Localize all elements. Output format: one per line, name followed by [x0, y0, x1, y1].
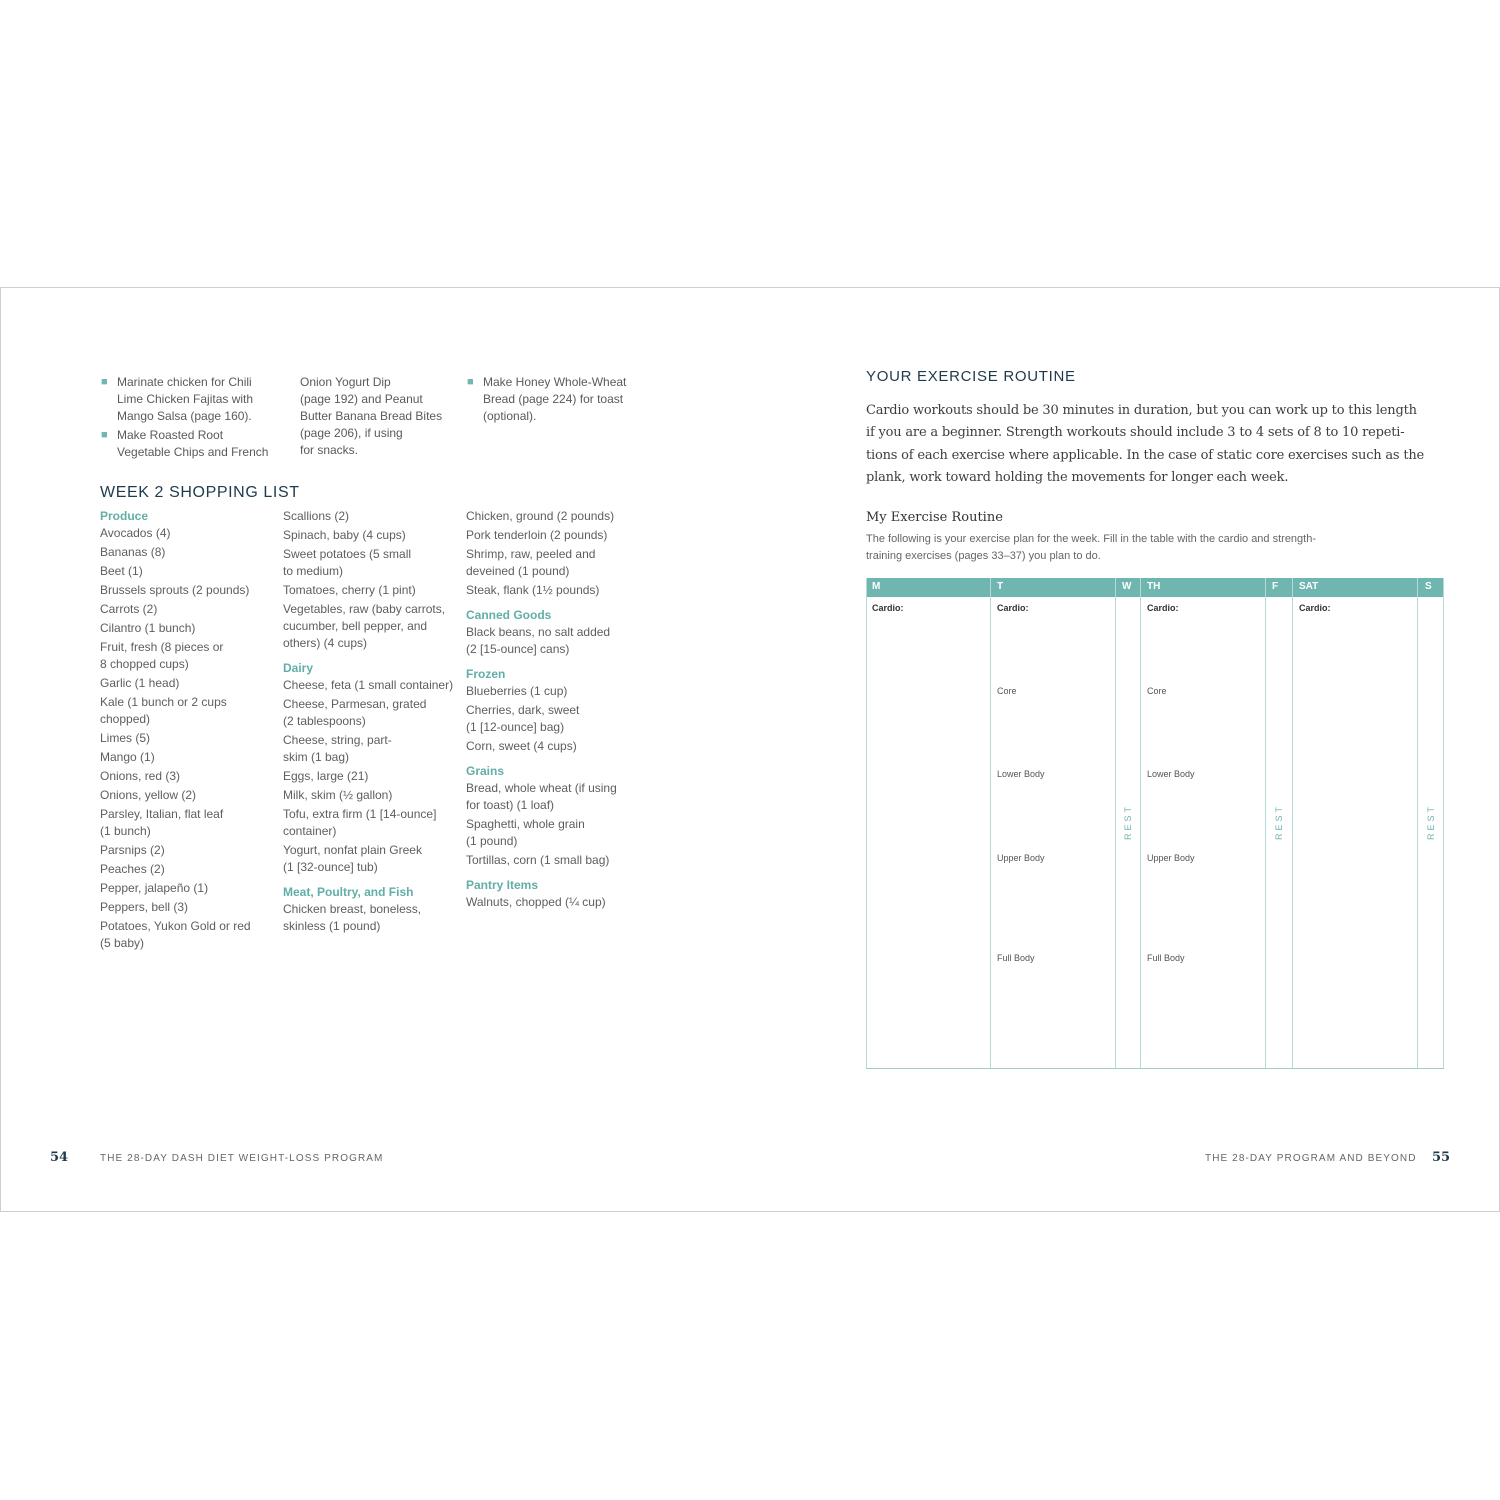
list-item-line: chopped) [100, 712, 151, 726]
table-header-s [1418, 578, 1444, 597]
list-item [466, 816, 646, 850]
cell-lower-t: Lower Body [997, 769, 1045, 779]
list-item-line: skinless (1 pound) [283, 919, 381, 933]
task-item [466, 374, 646, 425]
list-item-line: cucumber, bell pepper, and [283, 619, 428, 633]
list-item-line: Eggs, large (21) [283, 769, 369, 783]
list-item-line: Corn, sweet (4 cups) [466, 739, 577, 753]
table-divider [1140, 578, 1141, 1069]
rest-label-s: REST [1426, 804, 1436, 841]
list-item [100, 563, 275, 580]
list-item-line: deveined (1 pound) [466, 564, 570, 578]
list-item-line: Cheese, string, part- [283, 733, 392, 747]
category-canned: Canned Goods [466, 608, 552, 622]
task-line: Marinate chicken for Chili [117, 375, 252, 389]
list-item-line: Carrots (2) [100, 602, 158, 616]
cell-core-th: Core [1147, 686, 1167, 696]
list-item-line: Cheese, Parmesan, grated [283, 697, 427, 711]
cell-full-t: Full Body [997, 953, 1035, 963]
task-column-3 [466, 374, 646, 425]
list-item-line: Chicken, ground (2 pounds) [466, 509, 615, 523]
list-item-line: to medium) [283, 564, 344, 578]
shopping-column-1 [100, 508, 275, 954]
list-item [283, 787, 458, 804]
bullet-icon: ■ [101, 429, 108, 441]
list-item [283, 508, 458, 525]
list-item [283, 696, 458, 730]
list-item-line: (1 pound) [466, 834, 518, 848]
rest-label-w: REST [1123, 804, 1133, 841]
list-item-line: Tofu, extra firm (1 [14-ounce] [283, 807, 437, 821]
category-dairy: Dairy [283, 661, 314, 675]
list-item [100, 730, 275, 747]
list-item-line: Pepper, jalapeño (1) [100, 881, 209, 895]
list-item-line: Limes (5) [100, 731, 151, 745]
table-divider [1265, 578, 1266, 1069]
list-item [466, 508, 646, 525]
list-item [100, 787, 275, 804]
running-footer-right: THE 28-DAY PROGRAM AND BEYOND [1205, 1153, 1417, 1164]
cell-cardio-t: Cardio: [997, 603, 1029, 613]
task-line: Mango Salsa (page 160). [117, 409, 252, 423]
category-grains: Grains [466, 764, 505, 778]
list-item [283, 842, 458, 876]
table-border-bottom [866, 1068, 1444, 1069]
list-item-line: Black beans, no salt added [466, 625, 611, 639]
list-item-line: Tomatoes, cherry (1 pint) [283, 583, 416, 597]
task-column-2 [300, 374, 460, 459]
list-item-line: Scallions (2) [283, 509, 350, 523]
list-item [100, 525, 275, 542]
instruction-line: The following is your exercise plan for the week. Fill in the table with the cardio and strength- [866, 533, 1317, 545]
day-label: SAT [1299, 581, 1319, 592]
table-divider [1417, 578, 1418, 1069]
instruction-line: training exercises (pages 33–37) you plan to do. [866, 550, 1101, 562]
list-item [100, 749, 275, 766]
exercise-paragraph [866, 400, 1456, 490]
list-item [283, 768, 458, 785]
list-item-line: Cherries, dark, sweet [466, 703, 580, 717]
day-label: W [1122, 581, 1132, 592]
list-item [466, 624, 646, 658]
list-item-line: 8 chopped cups) [100, 657, 189, 671]
exercise-subtitle: My Exercise Routine [866, 510, 1003, 525]
list-item-line: Brussels sprouts (2 pounds) [100, 583, 250, 597]
task-line: (page 192) and Peanut [300, 392, 423, 406]
list-item-line: Bread, whole wheat (if using [466, 781, 617, 795]
list-item [466, 780, 646, 814]
running-footer-left: THE 28-DAY DASH DIET WEIGHT-LOSS PROGRAM [100, 1153, 384, 1164]
task-line: Bread (page 224) for toast [483, 392, 624, 406]
list-item-line: Sweet potatoes (5 small [283, 547, 412, 561]
task-line: (optional). [483, 409, 537, 423]
task-line: (page 206), if using [300, 426, 403, 440]
task-line: Make Roasted Root [117, 428, 224, 442]
list-item [466, 738, 646, 755]
list-item-line: (1 [12-ounce] bag) [466, 720, 565, 734]
list-item-line: Cheese, feta (1 small container) [283, 678, 454, 692]
list-item [283, 806, 458, 840]
list-item [283, 901, 458, 935]
cell-cardio-sat: Cardio: [1299, 603, 1331, 613]
table-divider [990, 578, 991, 1069]
list-item-line: Shrimp, raw, peeled and [466, 547, 596, 561]
list-item-line: Walnuts, chopped (¼ cup) [466, 895, 606, 909]
page-number-left: 54 [50, 1150, 69, 1165]
list-item [100, 639, 275, 673]
task-column-1 [100, 374, 270, 461]
list-item [283, 732, 458, 766]
shopping-list-title: WEEK 2 SHOPPING LIST [100, 484, 300, 501]
day-label: S [1425, 581, 1432, 592]
list-item [100, 694, 275, 728]
list-item [100, 582, 275, 599]
task-line: Make Honey Whole-Wheat [483, 375, 627, 389]
list-item-line: skim (1 bag) [283, 750, 350, 764]
category-produce: Produce [100, 509, 149, 523]
table-divider [1115, 578, 1116, 1069]
exercise-instructions [866, 531, 1456, 565]
list-item-line: (2 [15-ounce] cans) [466, 642, 570, 656]
task-item [100, 427, 270, 461]
cell-cardio-th: Cardio: [1147, 603, 1179, 613]
table-header-t [991, 578, 1115, 597]
list-item-line: Fruit, fresh (8 pieces or [100, 640, 224, 654]
day-label: F [1272, 581, 1279, 592]
list-item-line: Mango (1) [100, 750, 155, 764]
list-item [100, 544, 275, 561]
paragraph-line: Cardio workouts should be 30 minutes in duration, but you can work up to this length [866, 403, 1417, 418]
list-item [100, 899, 275, 916]
list-item [466, 546, 646, 580]
list-item [100, 806, 275, 840]
category-meat: Meat, Poultry, and Fish [283, 885, 414, 899]
table-divider [1292, 578, 1293, 1069]
list-item [100, 675, 275, 692]
list-item [283, 582, 458, 599]
paragraph-line: tions of each exercise where applicable. In the case of static core exercises such as the [866, 447, 1425, 463]
list-item [100, 861, 275, 878]
list-item-line: for toast) (1 loaf) [466, 798, 555, 812]
list-item-line: Vegetables, raw (baby carrots, [283, 602, 446, 616]
list-item [100, 842, 275, 859]
list-item-line: others) (4 cups) [283, 636, 368, 650]
list-item-line: (1 [32-ounce] tub) [283, 860, 378, 874]
list-item-line: Parsnips (2) [100, 843, 165, 857]
list-item [283, 601, 458, 652]
list-item-line: container) [283, 824, 337, 838]
category-pantry: Pantry Items [466, 878, 539, 892]
task-line: Vegetable Chips and French [117, 445, 269, 459]
task-item [100, 374, 270, 425]
list-item-line: Bananas (8) [100, 545, 166, 559]
list-item-line: Spinach, baby (4 cups) [283, 528, 406, 542]
list-item-line: Tortillas, corn (1 small bag) [466, 853, 610, 867]
page-number-right: 55 [1432, 1150, 1451, 1165]
list-item-line: Beet (1) [100, 564, 143, 578]
list-item [100, 620, 275, 637]
cell-full-th: Full Body [1147, 953, 1185, 963]
list-item-line: Yogurt, nonfat plain Greek [283, 843, 422, 857]
list-item-line: Milk, skim (½ gallon) [283, 788, 393, 802]
table-header-f [1266, 578, 1292, 597]
list-item [100, 880, 275, 897]
list-item-line: Peppers, bell (3) [100, 900, 189, 914]
list-item-line: Garlic (1 head) [100, 676, 180, 690]
list-item-line: Steak, flank (1½ pounds) [466, 583, 600, 597]
list-item-line: (1 bunch) [100, 824, 151, 838]
list-item [466, 894, 646, 911]
paragraph-line: if you are a beginner. Strength workouts should include 3 to 4 sets of 8 to 10 repeti- [866, 425, 1405, 441]
task-line: Lime Chicken Fajitas with [117, 392, 254, 406]
cell-upper-t: Upper Body [997, 853, 1045, 863]
table-header-sat [1293, 578, 1417, 597]
bullet-icon: ■ [101, 376, 108, 388]
cell-cardio-m: Cardio: [872, 603, 904, 613]
list-item-line: Pork tenderloin (2 pounds) [466, 528, 608, 542]
bullet-icon: ■ [467, 376, 474, 388]
list-item [466, 582, 646, 599]
list-item [466, 527, 646, 544]
day-label: T [997, 581, 1004, 592]
list-item-line: (5 baby) [100, 936, 145, 950]
list-item-line: Spaghetti, whole grain [466, 817, 585, 831]
table-border-right [1443, 578, 1444, 1069]
task-line: Onion Yogurt Dip [300, 375, 391, 389]
list-item-line: Kale (1 bunch or 2 cups [100, 695, 227, 709]
list-item [283, 527, 458, 544]
list-item-line: Parsley, Italian, flat leaf [100, 807, 224, 821]
day-label: M [872, 581, 881, 592]
list-item [283, 677, 458, 694]
task-line: Butter Banana Bread Bites [300, 409, 443, 423]
list-item-line: Onions, yellow (2) [100, 788, 197, 802]
list-item-line: (2 tablespoons) [283, 714, 366, 728]
task-line: for snacks. [300, 443, 359, 457]
cell-lower-th: Lower Body [1147, 769, 1195, 779]
exercise-title: YOUR EXERCISE ROUTINE [866, 368, 1076, 385]
table-header-th [1141, 578, 1265, 597]
list-item [466, 702, 646, 736]
list-item-line: Blueberries (1 cup) [466, 684, 568, 698]
list-item-line: Potatoes, Yukon Gold or red [100, 919, 251, 933]
cell-upper-th: Upper Body [1147, 853, 1195, 863]
cell-core-t: Core [997, 686, 1017, 696]
day-label: TH [1147, 581, 1161, 592]
shopping-column-2 [283, 508, 458, 937]
list-item [100, 768, 275, 785]
table-header-w [1116, 578, 1140, 597]
shopping-column-3 [466, 508, 646, 913]
list-item-line: Chicken breast, boneless, [283, 902, 422, 916]
category-frozen: Frozen [466, 667, 506, 681]
list-item [100, 601, 275, 618]
list-item [466, 852, 646, 869]
list-item [466, 683, 646, 700]
table-header-m [866, 578, 990, 597]
list-item [100, 918, 275, 952]
paragraph-line: plank, work toward holding the movements for longer each week. [866, 470, 1289, 486]
table-border-left [866, 578, 867, 1069]
list-item [283, 546, 458, 580]
list-item-line: Avocados (4) [100, 526, 171, 540]
list-item-line: Cilantro (1 bunch) [100, 621, 196, 635]
rest-label-f: REST [1274, 804, 1284, 841]
list-item-line: Peaches (2) [100, 862, 165, 876]
exercise-table [866, 578, 1444, 1069]
list-item-line: Onions, red (3) [100, 769, 181, 783]
